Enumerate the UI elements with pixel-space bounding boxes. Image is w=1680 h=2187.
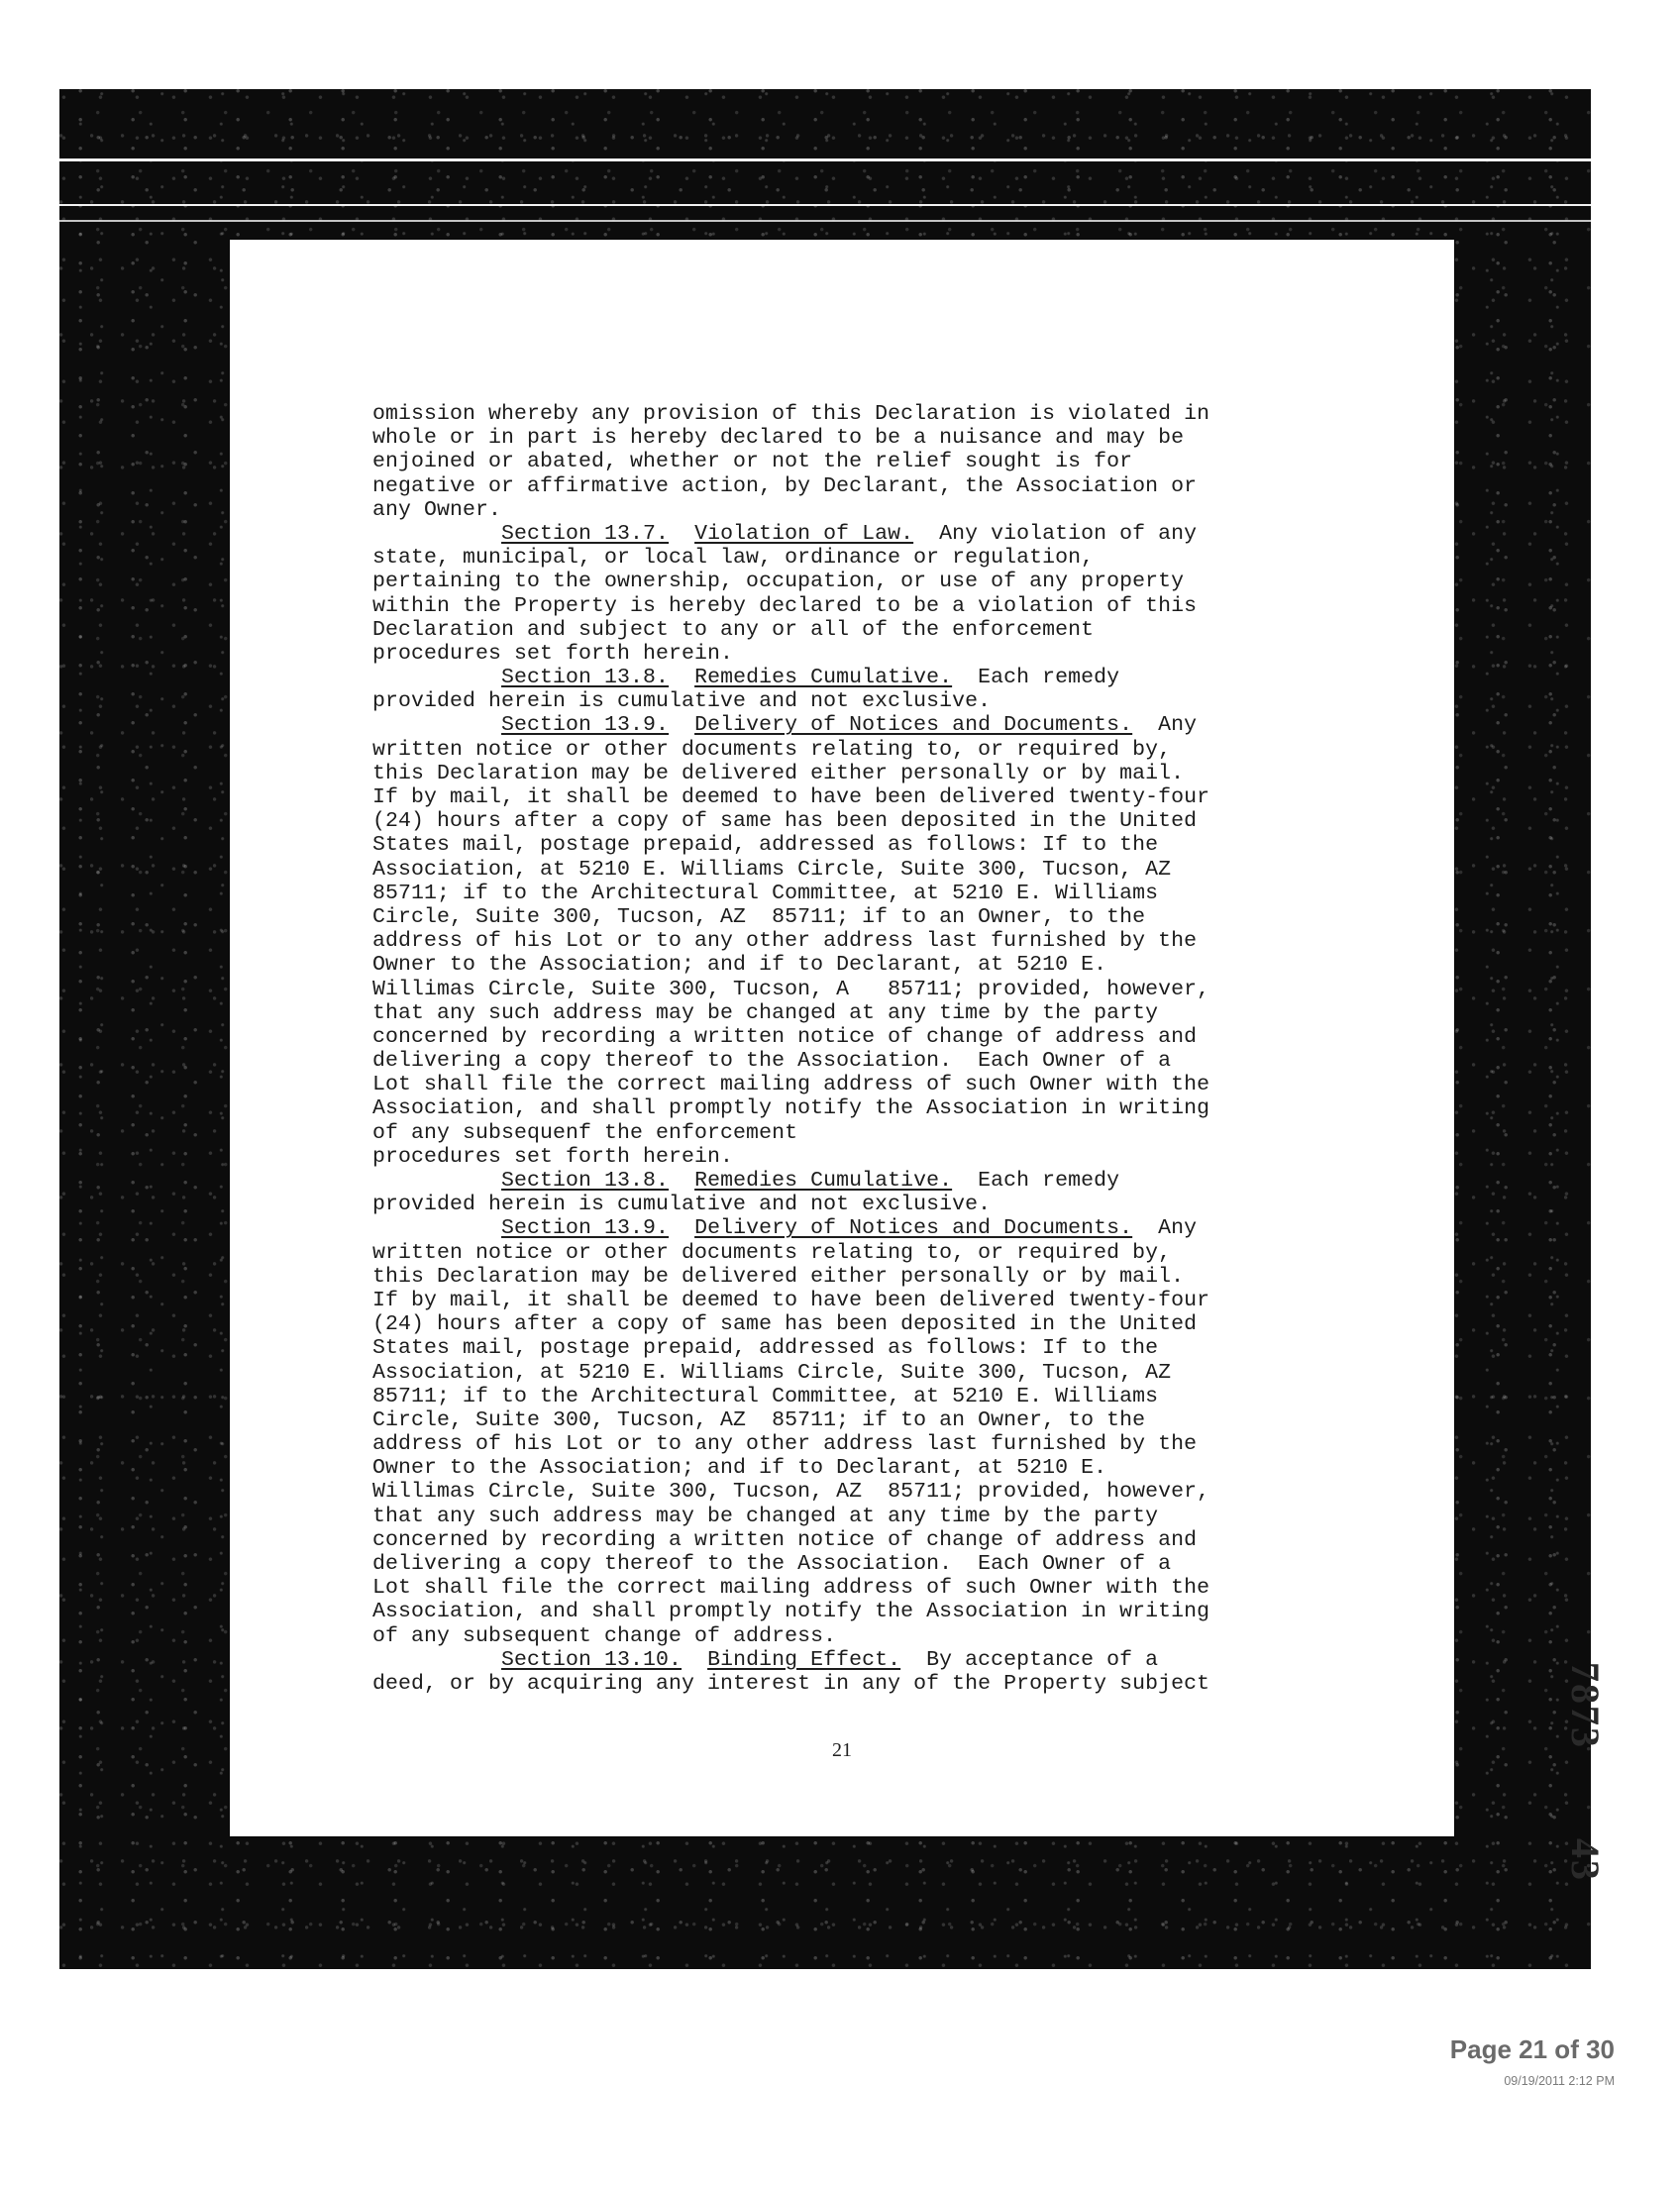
text-segment: this Declaration may be delivered either personally or by mail. [372, 761, 1185, 785]
text-segment: concerned by recording a written notice of change of address and [372, 1024, 1198, 1049]
text-line [372, 809, 1323, 833]
text-line [372, 1312, 1323, 1336]
text-line [372, 1049, 1323, 1073]
text-line [372, 762, 1323, 785]
text-segment [669, 1216, 694, 1240]
recorder-page-stamp: 43 [1563, 1838, 1608, 1882]
text-segment: written notice or other documents relating to, or required by, [372, 737, 1172, 762]
text-segment [682, 1648, 707, 1672]
text-segment: negative or affirmative action, by Declarant, the Association or [372, 473, 1198, 498]
text-line [372, 1576, 1323, 1600]
text-segment: provided herein is cumulative and not exclusive. [372, 1193, 992, 1217]
text-line [372, 833, 1323, 857]
text-line [372, 978, 1323, 1001]
text-line [372, 1241, 1323, 1265]
text-segment: pertaining to the ownership, occupation, or use of any property [372, 570, 1185, 594]
text-segment [669, 713, 694, 737]
section-heading-line [372, 1169, 1323, 1193]
text-segment: Declaration and subject to any or all of the enforcement [372, 617, 1095, 642]
section-title: Remedies Cumulative. [694, 1169, 953, 1193]
text-line [372, 785, 1323, 809]
text-line [372, 1432, 1323, 1456]
text-segment: this Declaration may be delivered either personally or by mail. [372, 1264, 1185, 1289]
text-line [372, 498, 1323, 522]
text-segment: Willimas Circle, Suite 300, Tucson, A 85711; provided, however, [372, 977, 1210, 1001]
text-segment: Each remedy [952, 1169, 1120, 1193]
section-heading-line [372, 713, 1323, 737]
text-line [372, 594, 1323, 618]
text-line [372, 1193, 1323, 1216]
text-line [372, 689, 1323, 713]
text-segment: Circle, Suite 300, Tucson, AZ 85711; if to an Owner, to the [372, 1407, 1146, 1432]
section-number: Section 13.8. [501, 666, 670, 690]
text-line [372, 1096, 1323, 1120]
text-line [372, 905, 1323, 929]
text-line [372, 929, 1323, 953]
text-segment: delivering a copy thereof to the Association. Each Owner of a [372, 1049, 1172, 1074]
text-segment [669, 666, 694, 689]
text-segment: procedures set forth herein. [372, 641, 734, 666]
text-line [372, 1073, 1323, 1096]
text-segment: Association, at 5210 E. Williams Circle, Suite 300, Tucson, AZ [372, 1360, 1172, 1385]
text-segment: of any subsequenf the enforcement [372, 1120, 798, 1145]
text-line [372, 953, 1323, 977]
text-line [372, 882, 1323, 905]
text-line [372, 474, 1323, 498]
text-segment: enjoined or abated, whether or not the relief sought is for [372, 450, 1133, 474]
scan-artifact-stripe [59, 158, 1591, 161]
text-segment: Owner to the Association; and if to Declarant, at 5210 E. [372, 953, 1107, 978]
text-line [372, 1145, 1323, 1169]
text-segment: Owner to the Association; and if to Declarant, at 5210 E. [372, 1456, 1107, 1481]
viewer-timestamp: 09/19/2011 2:12 PM [1504, 2074, 1615, 2088]
text-segment: States mail, postage prepaid, addressed as follows: If to the [372, 1336, 1159, 1361]
text-segment: By acceptance of a [900, 1647, 1159, 1672]
text-segment: procedures set forth herein. [372, 1144, 734, 1169]
text-segment: concerned by recording a written notice of change of address and [372, 1527, 1198, 1552]
text-segment: Association, at 5210 E. Williams Circle, Suite 300, Tucson, AZ [372, 857, 1172, 882]
page-number: 21 [832, 1739, 852, 1761]
text-segment [372, 522, 501, 546]
text-line [372, 1385, 1323, 1408]
text-segment: delivering a copy thereof to the Association. Each Owner of a [372, 1552, 1172, 1576]
section-number: Section 13.8. [501, 1169, 670, 1193]
text-segment: provided herein is cumulative and not exclusive. [372, 689, 992, 714]
section-heading-line [372, 666, 1323, 689]
text-segment [669, 522, 694, 546]
scan-artifact-stripe [59, 220, 1591, 222]
text-segment: Any violation of any [913, 521, 1198, 546]
text-line [372, 1552, 1323, 1576]
text-line [372, 1624, 1323, 1648]
text-segment: whole or in part is hereby declared to be a nuisance and may be [372, 426, 1185, 451]
text-line [372, 618, 1323, 642]
text-segment: 85711; if to the Architectural Committee, at 5210 E. Williams [372, 881, 1159, 905]
text-line [372, 1528, 1323, 1552]
text-line [372, 642, 1323, 666]
text-segment: any Owner. [372, 497, 502, 522]
viewer-page-indicator: Page 21 of 30 [1449, 2034, 1615, 2064]
section-number: Section 13.9. [501, 1216, 670, 1241]
section-title: Delivery of Notices and Documents. [694, 1216, 1133, 1241]
text-segment: (24) hours after a copy of same has been deposited in the United [372, 809, 1198, 834]
section-number: Section 13.10. [501, 1647, 682, 1672]
text-line [372, 1025, 1323, 1049]
text-segment [372, 1169, 501, 1193]
text-line [372, 1408, 1323, 1432]
section-heading-line [372, 1216, 1323, 1240]
text-line [372, 1600, 1323, 1623]
text-line [372, 858, 1323, 882]
text-segment [372, 666, 501, 689]
text-segment: that any such address may be changed at any time by the party [372, 1000, 1159, 1025]
text-segment: (24) hours after a copy of same has been deposited in the United [372, 1312, 1198, 1337]
text-line [372, 1336, 1323, 1360]
recorder-book-stamp: 7873 [1563, 1662, 1608, 1749]
text-segment: If by mail, it shall be deemed to have been delivered twenty-four [372, 1288, 1210, 1312]
text-line [372, 1456, 1323, 1480]
text-segment: omission whereby any provision of this Declaration is violated in [372, 402, 1210, 426]
text-line [372, 1505, 1323, 1528]
text-segment: Each remedy [952, 666, 1120, 690]
text-segment [372, 1216, 501, 1240]
text-segment: Any [1132, 1216, 1198, 1241]
text-line [372, 1672, 1323, 1696]
scan-artifact-stripe [59, 204, 1591, 206]
declaration-body-text [372, 402, 1323, 1696]
text-line [372, 1289, 1323, 1312]
section-number: Section 13.7. [501, 521, 670, 546]
text-segment: 85711; if to the Architectural Committee, at 5210 E. Williams [372, 1384, 1159, 1408]
text-line [372, 450, 1323, 473]
text-line [372, 1480, 1323, 1504]
text-line [372, 1001, 1323, 1025]
text-segment: written notice or other documents relating to, or required by, [372, 1240, 1172, 1265]
text-segment [372, 1648, 501, 1672]
section-heading-line [372, 522, 1323, 546]
section-title: Violation of Law. [694, 521, 914, 546]
text-segment: If by mail, it shall be deemed to have been delivered twenty-four [372, 785, 1210, 809]
text-line [372, 1121, 1323, 1145]
text-line [372, 738, 1323, 762]
text-line [372, 1361, 1323, 1385]
text-line [372, 402, 1323, 426]
text-segment: Lot shall file the correct mailing address of such Owner with the [372, 1576, 1210, 1601]
text-segment: state, municipal, or local law, ordinance or regulation, [372, 546, 1095, 571]
text-segment: address of his Lot or to any other address last furnished by the [372, 1432, 1198, 1457]
text-segment: deed, or by acquiring any interest in any of the Property subject [372, 1671, 1210, 1696]
text-line [372, 1265, 1323, 1289]
text-segment: Any [1132, 713, 1198, 738]
text-line [372, 546, 1323, 570]
text-line [372, 570, 1323, 593]
text-segment: within the Property is hereby declared to be a violation of this [372, 593, 1198, 618]
text-segment: Lot shall file the correct mailing address of such Owner with the [372, 1073, 1210, 1097]
scanned-page [230, 240, 1608, 1882]
text-segment: Association, and shall promptly notify the Association in writing [372, 1096, 1210, 1121]
text-segment: Circle, Suite 300, Tucson, AZ 85711; if to an Owner, to the [372, 904, 1146, 929]
text-segment [372, 713, 501, 737]
text-segment: that any such address may be changed at any time by the party [372, 1504, 1159, 1528]
text-segment: address of his Lot or to any other address last furnished by the [372, 929, 1198, 954]
text-segment: of any subsequent change of address. [372, 1623, 837, 1648]
section-title: Delivery of Notices and Documents. [694, 713, 1133, 738]
text-segment: Association, and shall promptly notify the Association in writing [372, 1600, 1210, 1624]
section-number: Section 13.9. [501, 713, 670, 738]
text-line [372, 426, 1323, 450]
text-segment: States mail, postage prepaid, addressed as follows: If to the [372, 833, 1159, 858]
text-segment: Willimas Circle, Suite 300, Tucson, AZ 85711; provided, however, [372, 1480, 1210, 1505]
text-segment [669, 1169, 694, 1193]
section-heading-line [372, 1648, 1323, 1672]
section-title: Remedies Cumulative. [694, 666, 953, 690]
section-title: Binding Effect. [707, 1647, 901, 1672]
